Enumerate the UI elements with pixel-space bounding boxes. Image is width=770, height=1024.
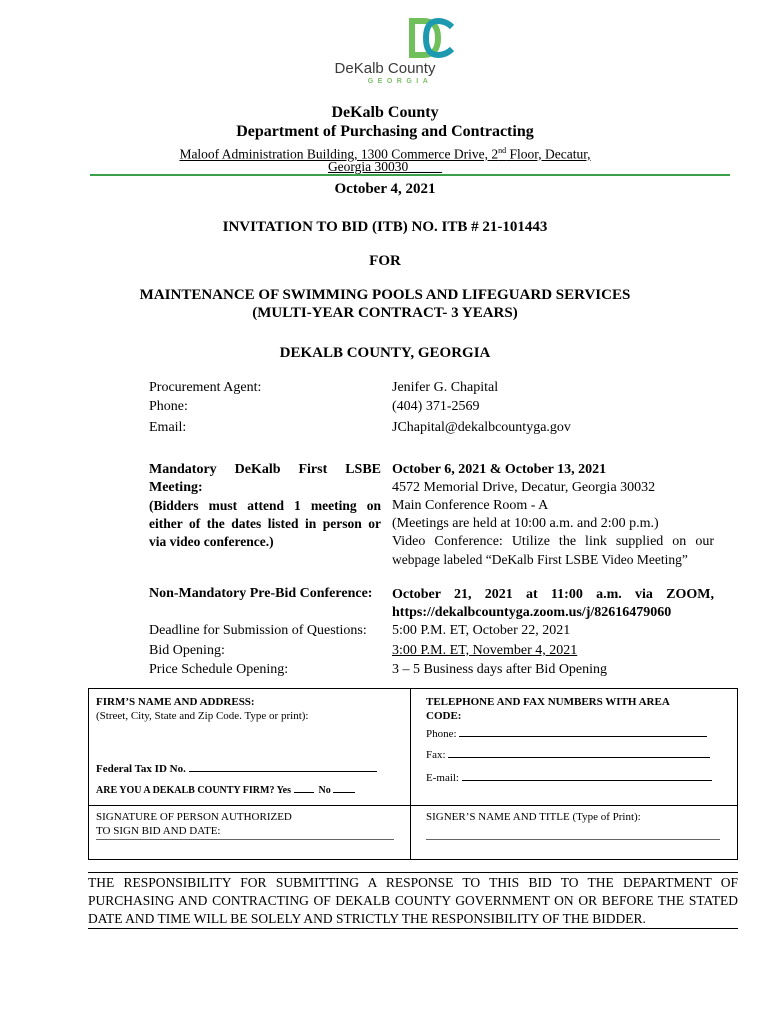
dekalb-no-blank[interactable] — [333, 782, 355, 793]
mandatory-label-line-3: (Bidders must attend 1 meeting on — [149, 498, 381, 513]
questions-value: 5:00 P.M. ET, October 22, 2021 — [392, 623, 571, 638]
mandatory-video-line-2: webpage labeled “DeKalb First LSBE Video Meeting” — [392, 552, 688, 567]
mandatory-label-line-5: via video conference.) — [149, 534, 274, 549]
phone-value: (404) 371-2569 — [392, 399, 480, 414]
form-fax-blank[interactable] — [448, 747, 710, 758]
prebid-label: Non-Mandatory Pre-Bid Conference: — [149, 586, 373, 601]
signature-label — [96, 810, 292, 838]
dekalb-firm-question — [96, 782, 355, 796]
tax-id-label: Federal Tax ID No. — [96, 763, 186, 775]
mandatory-address: 4572 Memorial Drive, Decatur, Georgia 30032 — [392, 480, 656, 495]
address-part-b: Floor, Decatur, — [506, 146, 591, 162]
logo-sub: GEORGIA — [367, 78, 433, 85]
price-value: 3 – 5 Business days after Bid Opening — [392, 662, 608, 677]
title-line-2: (MULTI-YEAR CONTRACT- 3 YEARS) — [252, 305, 518, 321]
email-label: Email: — [149, 420, 187, 435]
form-email-blank[interactable] — [462, 770, 712, 781]
form-divider-horizontal — [89, 805, 737, 806]
firm-label: FIRM’S NAME AND ADDRESS: — [96, 696, 255, 708]
mandatory-room: Main Conference Room - A — [392, 498, 549, 513]
date: October 4, 2021 — [334, 181, 436, 197]
signer-label: SIGNER’S NAME AND TITLE (Type of Print): — [426, 811, 641, 823]
bidder-form — [88, 688, 738, 860]
dekalb-yes-blank[interactable] — [294, 782, 314, 793]
header-rule — [90, 174, 730, 176]
email-value[interactable]: JChapital@dekalbcountyga.gov — [392, 420, 571, 435]
bid-value: 3:00 P.M. ET, November 4, 2021 — [392, 643, 578, 658]
prebid-zoom-link[interactable]: https://dekalbcountyga.zoom.us/j/82616479060 — [392, 605, 672, 620]
prebid-value — [392, 586, 714, 622]
signature-line[interactable] — [96, 839, 394, 840]
dept-name: Department of Purchasing and Contracting — [236, 123, 534, 140]
tel-label-line-1: TELEPHONE AND FAX NUMBERS WITH AREA — [426, 696, 670, 708]
mandatory-label — [149, 461, 381, 551]
mandatory-label-line-2: Meeting: — [149, 480, 203, 495]
mandatory-label-line-4: either of the dates listed in person or — [149, 516, 381, 531]
dekalb-firm-no-label: No — [318, 785, 331, 796]
address-sup: nd — [498, 146, 507, 155]
price-label: Price Schedule Opening: — [149, 662, 289, 677]
form-fax-label: Fax: — [426, 749, 446, 761]
tax-id-field[interactable] — [96, 761, 377, 776]
address-line-2: Georgia 30030_____ — [327, 159, 443, 174]
email-field[interactable] — [426, 770, 712, 785]
responsibility-notice: THE RESPONSIBILITY FOR SUBMITTING A RESPONSE TO THIS BID TO THE DEPARTMENT OF PURCHASING AND CONTRACTING OF DEKALB COUNTY GOVERNMENT ON OR BEFORE THE STATED DATE AND TIME WILL BE SOLELY AND STRICTLY THE RESPONSIBILITY OF THE BIDDER. — [88, 872, 738, 929]
logo-name: DeKalb County — [334, 60, 436, 77]
form-email-label: E-mail: — [426, 772, 459, 784]
dekalb-firm-yes-label: ARE YOU A DEKALB COUNTY FIRM? Yes — [96, 785, 292, 796]
for-label: FOR — [369, 253, 401, 269]
tel-label-line-2: CODE: — [426, 710, 462, 722]
mandatory-details — [392, 461, 714, 569]
phone-label: Phone: — [149, 399, 188, 414]
fax-field[interactable] — [426, 747, 710, 762]
prebid-value-line-1: October 21, 2021 at 11:00 a.m. via ZOOM, — [392, 587, 714, 602]
form-phone-blank[interactable] — [459, 726, 707, 737]
mandatory-video-line-1: Video Conference: Utilize the link supplied on our — [392, 534, 714, 549]
org-name: DeKalb County — [331, 104, 439, 121]
title-line-1: MAINTENANCE OF SWIMMING POOLS AND LIFEGUARD SERVICES — [139, 287, 631, 303]
phone-field[interactable] — [426, 726, 707, 741]
signature-label-line-1: SIGNATURE OF PERSON AUTHORIZED — [96, 811, 292, 823]
address-part-a: Maloof Administration Building, 1300 Commerce Drive, 2 — [179, 146, 499, 162]
itb-number: INVITATION TO BID (ITB) NO. ITB # 21-101443 — [222, 219, 548, 235]
tax-id-blank[interactable] — [189, 761, 377, 772]
county-logo — [0, 14, 770, 86]
dc-logo-mark — [408, 18, 454, 58]
mandatory-label-line-1: Mandatory DeKalb First LSBE — [149, 462, 381, 477]
tel-label — [426, 695, 670, 723]
signer-name-line[interactable] — [426, 839, 720, 840]
agent-value: Jenifer G. Chapital — [392, 380, 499, 395]
bid-label: Bid Opening: — [149, 643, 225, 658]
mandatory-times: (Meetings are held at 10:00 a.m. and 2:00 p.m.) — [392, 516, 659, 531]
location: DEKALB COUNTY, GEORGIA — [279, 345, 491, 361]
firm-hint[interactable]: (Street, City, State and Zip Code. Type or print): — [96, 710, 309, 722]
questions-label: Deadline for Submission of Questions: — [149, 623, 367, 638]
form-phone-label: Phone: — [426, 728, 457, 740]
form-divider-vertical — [410, 689, 411, 859]
signature-label-line-2: TO SIGN BID AND DATE: — [96, 825, 221, 837]
mandatory-dates: October 6, 2021 & October 13, 2021 — [392, 462, 607, 477]
agent-label: Procurement Agent: — [149, 380, 262, 395]
